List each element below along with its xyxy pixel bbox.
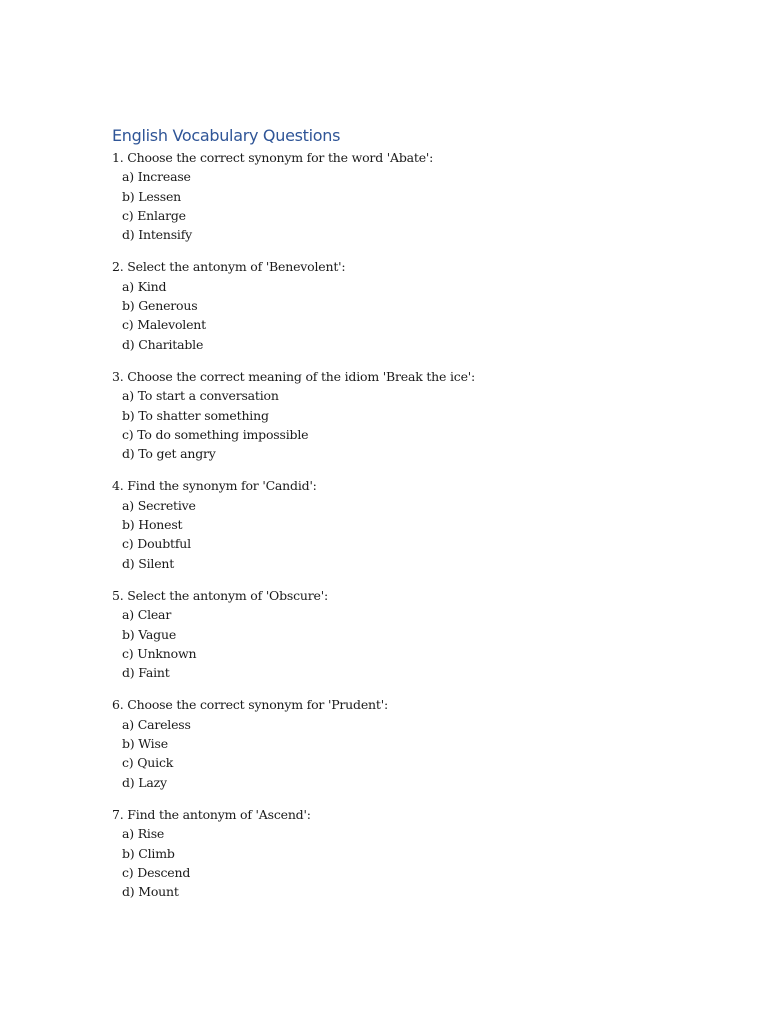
option-b: b) Vague [122,626,177,642]
question-text: 2. Select the antonym of 'Benevolent': [112,259,346,275]
option-list [112,386,712,463]
question-5 [112,586,712,682]
document-page [112,124,712,914]
option-list [112,605,712,682]
option-a: a) Clear [122,607,172,623]
option-c: c) Enlarge [122,207,186,223]
document-title: English Vocabulary Questions [112,126,341,145]
question-text: 5. Select the antonym of 'Obscure': [112,587,328,603]
option-d: d) Mount [122,884,179,900]
question-4 [112,476,712,572]
option-c: c) Doubtful [122,536,191,552]
option-d: d) Silent [122,555,175,571]
option-c: c) To do something impossible [122,426,309,442]
option-list [112,715,712,792]
question-text: 7. Find the antonym of 'Ascend': [112,806,311,822]
option-b: b) Wise [122,736,168,752]
question-text: 1. Choose the correct synonym for the word 'Abate': [112,150,434,165]
option-b: b) Climb [122,845,175,861]
question-1 [112,148,712,244]
option-d: d) Lazy [122,774,167,790]
option-list [112,277,712,354]
option-b: b) Honest [122,517,183,533]
option-c: c) Unknown [122,645,197,661]
option-d: d) Intensify [122,227,193,243]
option-d: d) Charitable [122,336,204,352]
option-a: a) Careless [122,716,191,732]
question-text: 3. Choose the correct meaning of the idiom 'Break the ice': [112,368,476,384]
question-7 [112,805,712,901]
option-b: b) Lessen [122,188,182,204]
question-text: 4. Find the synonym for 'Candid': [112,478,317,494]
option-b: b) Generous [122,298,198,314]
option-b: b) To shatter something [122,407,269,423]
option-c: c) Quick [122,755,174,771]
option-d: d) To get angry [122,446,216,462]
option-a: a) To start a conversation [122,388,279,404]
option-a: a) Rise [122,826,165,842]
option-a: a) Kind [122,278,167,294]
option-list [112,167,712,244]
option-d: d) Faint [122,665,170,681]
question-text: 6. Choose the correct synonym for 'Prudent': [112,697,388,713]
question-2 [112,257,712,353]
option-c: c) Malevolent [122,317,206,333]
option-a: a) Secretive [122,497,196,513]
question-6 [112,695,712,791]
option-list [112,824,712,901]
option-list [112,496,712,573]
option-a: a) Increase [122,169,191,185]
option-c: c) Descend [122,864,191,880]
question-3 [112,367,712,463]
